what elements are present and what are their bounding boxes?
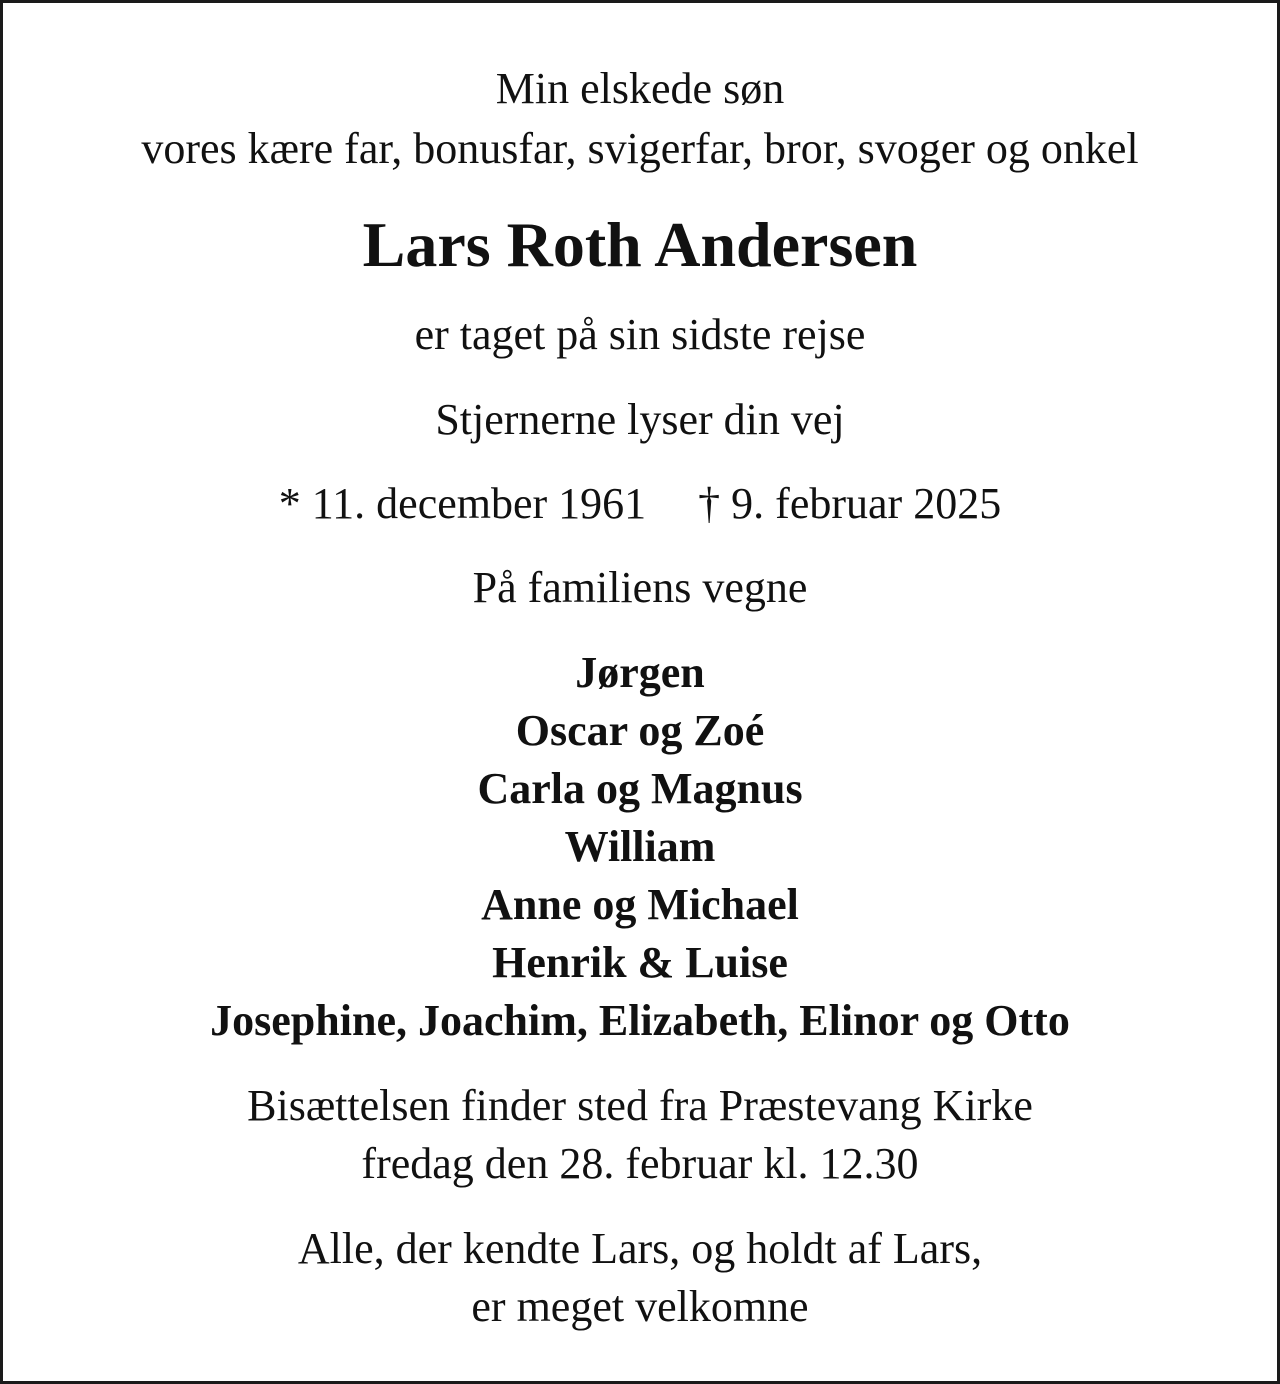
on-behalf-line: På familiens vegne <box>472 563 808 612</box>
family-member: Oscar og Zoé <box>515 706 765 755</box>
verse: Stjernerne lyser din vej <box>435 395 845 444</box>
death-date: † 9. februar 2025 <box>698 479 1002 528</box>
family-member: William <box>564 822 716 871</box>
family-member: Jørgen <box>575 648 705 697</box>
family-member: Josephine, Joachim, Elizabeth, Elinor og Otto <box>210 996 1070 1045</box>
subtitle: er taget på sin sidste rejse <box>414 310 866 359</box>
intro-line-1: Min elskede søn <box>495 64 785 113</box>
deceased-name: Lars Roth Andersen <box>362 209 918 280</box>
intro-line-2: vores kære far, bonusfar, svigerfar, bror, svoger og onkel <box>141 124 1139 173</box>
life-dates <box>3 479 1277 528</box>
family-member: Henrik & Luise <box>492 938 788 987</box>
welcome-line-2: er meget velkomne <box>471 1282 809 1331</box>
birth-date: * 11. december 1961 <box>278 479 647 528</box>
funeral-location: Bisættelsen finder sted fra Præstevang Kirke <box>247 1081 1033 1130</box>
funeral-datetime: fredag den 28. februar kl. 12.30 <box>361 1139 919 1188</box>
welcome-line-1: Alle, der kendte Lars, og holdt af Lars, <box>297 1224 983 1273</box>
family-member: Carla og Magnus <box>477 764 803 813</box>
family-member: Anne og Michael <box>481 880 799 929</box>
